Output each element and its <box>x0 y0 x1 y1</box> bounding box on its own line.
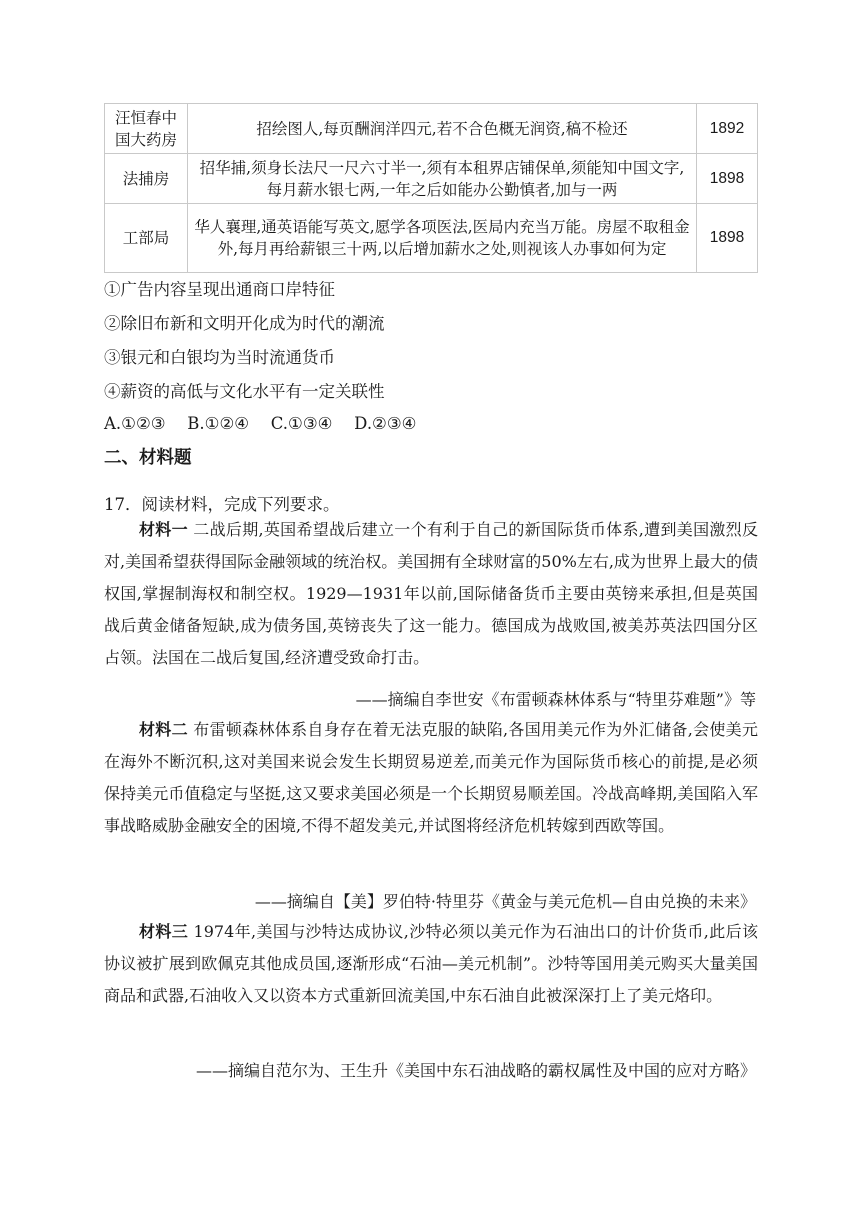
table-row <box>105 104 758 154</box>
material-text: 二战后期,英国希望战后建立一个有利于自己的新国际货币体系,遭到美国激烈反对,美国希望获得国际金融领域的统治权。美国拥有全球财富的50%左右,成为世界上最大的债权国,掌握制海权和制空权。1929—1931年以前,国际储备货币主要由英镑来承担,但是英国战后黄金储备短缺,成为债务国,英镑丧失了这一能力。德国成为战败国,被美苏英法四国分区占领。法国在二战后复国,经济遭受致命打击。 <box>104 520 758 667</box>
ad-text-cell: 招华捕,须身长法尺一尺六寸半一,须有本租界店铺保单,须能知中国文字,每月薪水银七两,一年之后如能办公勤慎者,加与一两 <box>188 154 697 204</box>
year-cell: 1898 <box>697 204 758 273</box>
year-cell: 1898 <box>697 154 758 204</box>
year-cell: 1892 <box>697 104 758 154</box>
statement-3: ③银元和白银均为当时流通货币 <box>104 348 335 367</box>
material-label: 材料一 <box>139 520 188 539</box>
answer-choices: A.①②③ B.①②④ C.①③④ D.②③④ <box>104 414 417 433</box>
question-intro: 17．阅读材料，完成下列要求。 <box>104 495 340 514</box>
material-2-source: ——摘编自【美】罗伯特·特里芬《黄金与美元危机—自由兑换的未来》 <box>254 892 756 911</box>
table-row <box>105 154 758 204</box>
issuer-cell: 汪恒春中国大药房 <box>105 104 188 154</box>
material-text: 1974年,美国与沙特达成协议,沙特必须以美元作为石油出口的计价货币,此后该协议被扩展到欧佩克其他成员国,逐渐形成“石油—美元机制”。沙特等国用美元购买大量美国商品和武器,石油收入又以资本方式重新回流美国,中东石油自此被深深打上了美元烙印。 <box>104 922 758 1005</box>
table-row <box>105 204 758 273</box>
material-label: 材料三 <box>139 922 189 941</box>
statement-4: ④薪资的高低与文化水平有一定关联性 <box>104 382 385 401</box>
issuer-cell: 法捕房 <box>105 154 188 204</box>
ad-text-cell: 招绘图人,每页酬润洋四元,若不合色概无润资,稿不检还 <box>188 104 697 154</box>
advertisement-table <box>104 103 758 273</box>
material-3-source: ——摘编自范尔为、王生升《美国中东石油战略的霸权属性及中国的应对方略》 <box>195 1061 756 1080</box>
material-3 <box>104 916 758 1012</box>
statement-1: ①广告内容呈现出通商口岸特征 <box>104 280 335 299</box>
material-1 <box>104 514 758 674</box>
material-text: 布雷顿森林体系自身存在着无法克服的缺陷,各国用美元作为外汇储备,会使美元在海外不断沉积,这对美国来说会发生长期贸易逆差,而美元作为国际货币核心的前提,是必须保持美元币值稳定与坚挺,这又要求美国必须是一个长期贸易顺差国。冷战高峰期,美国陷入军事战略威胁金融安全的困境,不得不超发美元,并试图将经济危机转嫁到西欧等国。 <box>104 720 758 835</box>
ad-text-cell: 华人襄理,通英语能写英文,愿学各项医法,医局内充当万能。房屋不取租金外,每月再给薪银三十两,以后增加薪水之处,则视该人办事如何为定 <box>188 204 697 273</box>
section-heading: 二、材料题 <box>104 448 192 468</box>
material-1-source: ——摘编自李世安《布雷顿森林体系与“特里芬难题”》等 <box>355 690 756 709</box>
issuer-cell: 工部局 <box>105 204 188 273</box>
material-2 <box>104 714 758 842</box>
material-label: 材料二 <box>139 720 188 739</box>
statement-2: ②除旧布新和文明开化成为时代的潮流 <box>104 314 385 333</box>
